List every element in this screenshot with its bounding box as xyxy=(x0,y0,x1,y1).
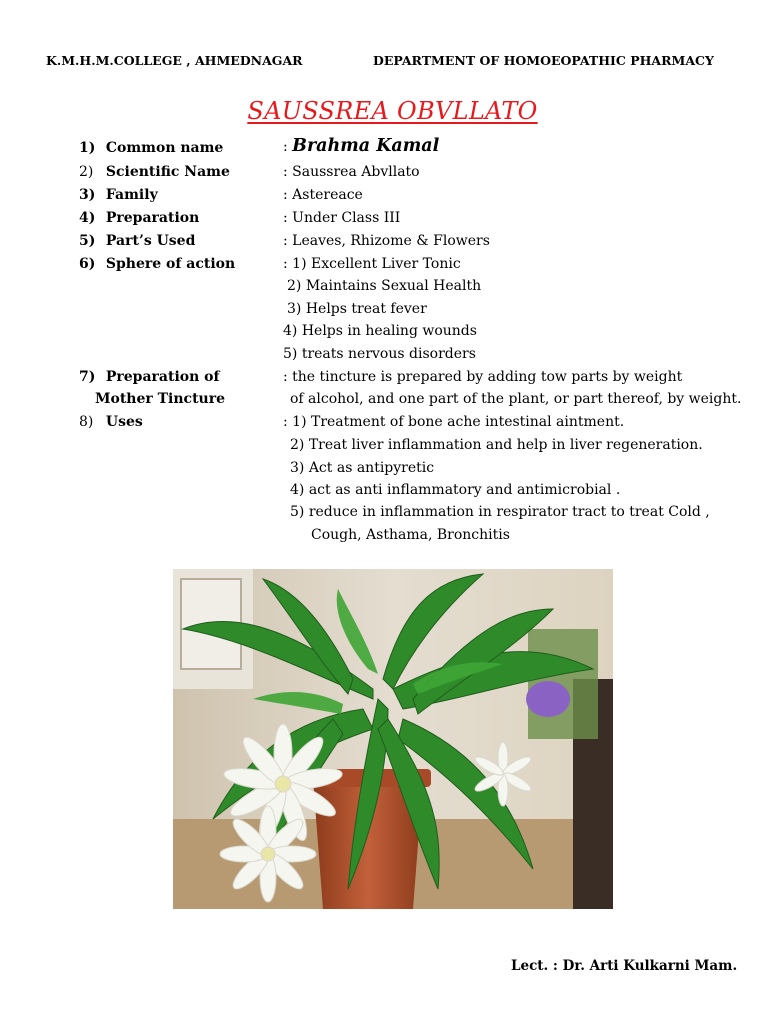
mother-tincture-line: of alcohol, and one part of the plant, or part thereof, by weight. xyxy=(290,391,742,407)
mother-tincture-label: 7) Preparation of xyxy=(79,369,220,385)
brahma-kamal-plant-photo xyxy=(173,569,613,909)
preparation-label: 4) Preparation xyxy=(79,210,200,226)
uses-item: 4) act as anti inflammatory and antimicrobial . xyxy=(290,482,621,498)
parts-used-label: 5) Part’s Used xyxy=(79,233,196,249)
uses-item: 3) Act as antipyretic xyxy=(290,460,435,476)
uses-label: 8) Uses xyxy=(79,414,143,430)
mother-tincture-label-2: Mother Tincture xyxy=(95,391,226,407)
scientific-name-value: : Saussrea Abvllato xyxy=(283,164,420,180)
common-name-label: 1) Common name xyxy=(79,140,224,156)
college-name: K.M.H.M.COLLEGE , AHMEDNAGAR xyxy=(46,53,303,68)
sphere-item: : 1) Excellent Liver Tonic xyxy=(283,256,461,272)
sphere-item: 3) Helps treat fever xyxy=(287,301,427,317)
department-name: DEPARTMENT OF HOMOEOPATHIC PHARMACY xyxy=(373,53,714,68)
sphere-label: 6) Sphere of action xyxy=(79,256,236,272)
family-value: : Astereace xyxy=(283,187,363,203)
uses-item: 2) Treat liver inflammation and help in liver regeneration. xyxy=(290,437,703,453)
parts-used-value: : Leaves, Rhizome & Flowers xyxy=(283,233,490,249)
sphere-item: 4) Helps in healing wounds xyxy=(283,323,477,339)
preparation-value: : Under Class III xyxy=(283,210,401,226)
common-name-text: Brahma Kamal xyxy=(292,136,440,156)
lecturer-credit: Lect. : Dr. Arti Kulkarni Mam. xyxy=(511,958,738,974)
sphere-item: 5) treats nervous disorders xyxy=(283,346,476,362)
uses-item: 5) reduce in inflammation in respirator tract to treat Cold , xyxy=(290,504,710,520)
common-name-value: : Brahma Kamal xyxy=(283,136,440,156)
page-title: SAUSSREA OBVLLATO xyxy=(247,97,538,125)
sphere-item: 2) Maintains Sexual Health xyxy=(287,278,482,294)
uses-item: : 1) Treatment of bone ache intestinal aintment. xyxy=(283,414,625,430)
scientific-name-label: 2) Scientific Name xyxy=(79,164,230,180)
family-label: 3) Family xyxy=(79,187,158,203)
mother-tincture-line: : the tincture is prepared by adding tow parts by weight xyxy=(283,369,683,385)
uses-item: Cough, Asthama, Bronchitis xyxy=(311,527,510,543)
